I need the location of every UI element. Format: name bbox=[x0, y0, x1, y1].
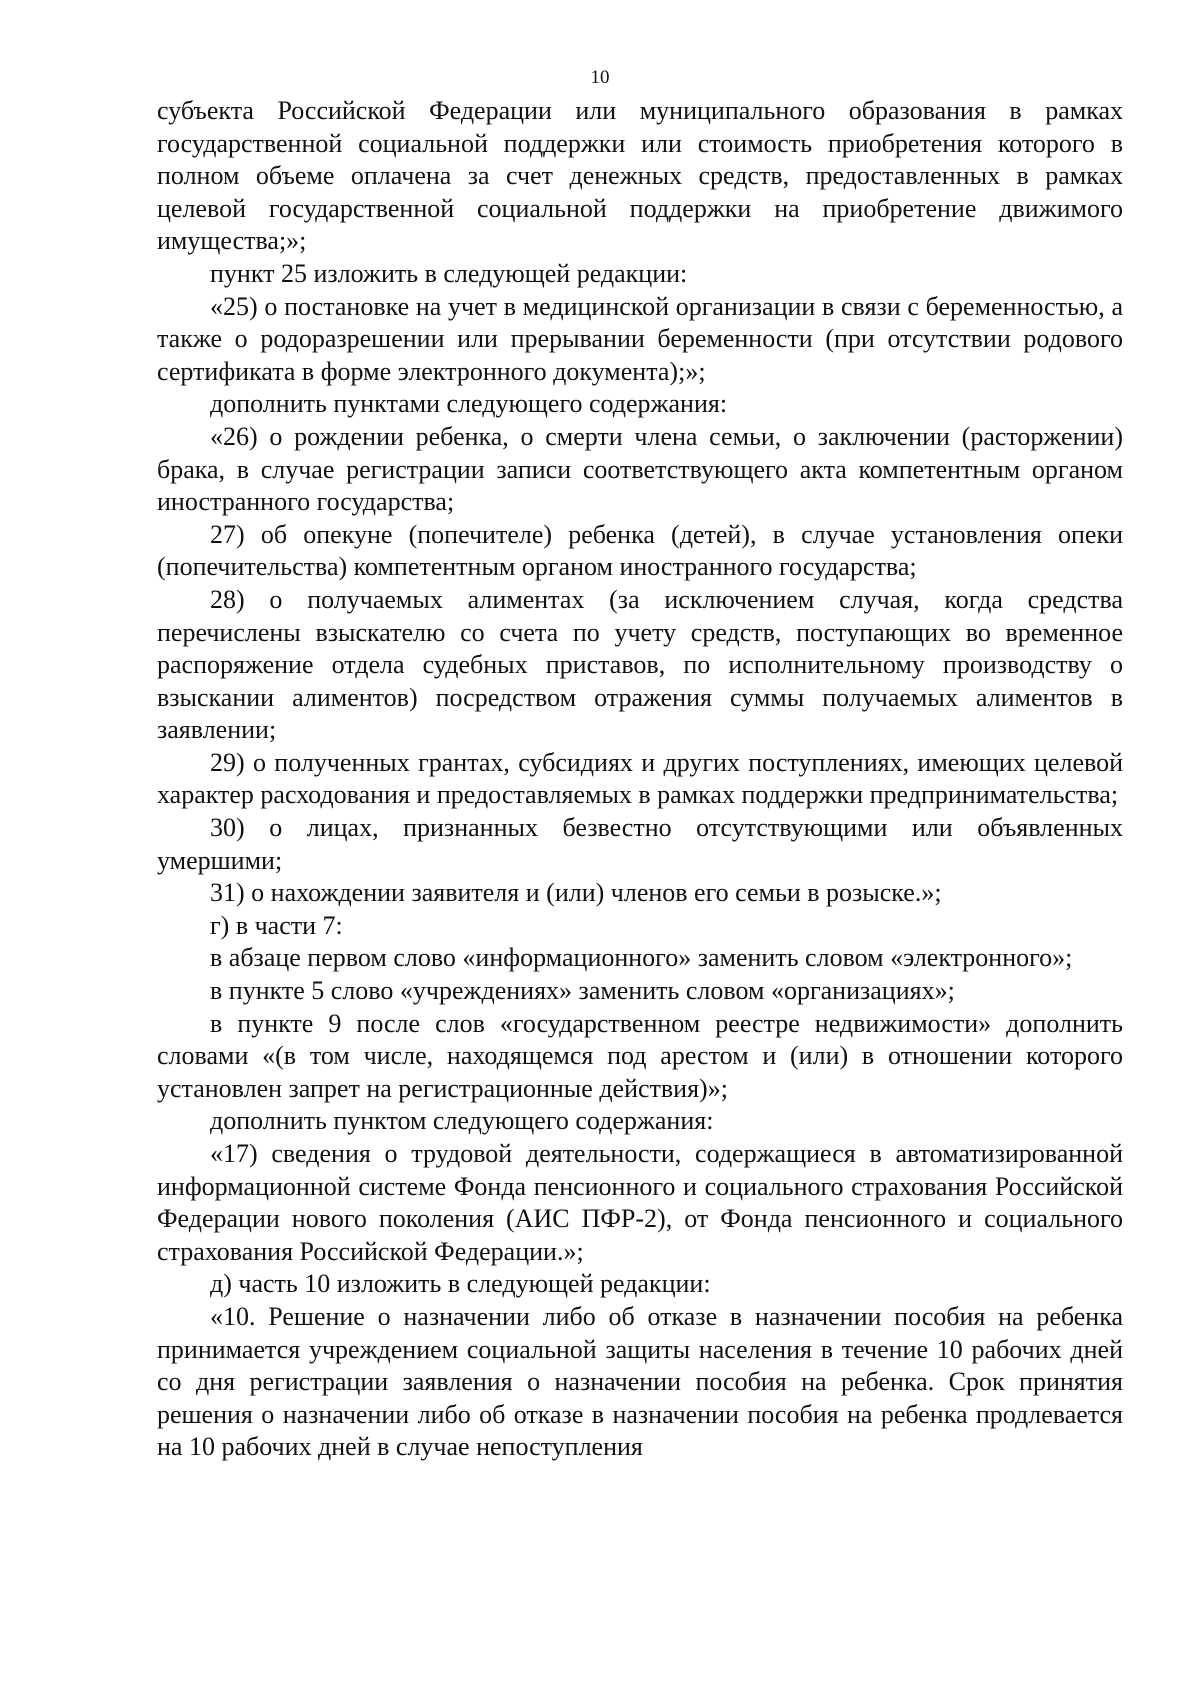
paragraph: субъекта Российской Федерации или муниципального образования в рамках государственной социальной поддержки или стоимость приобретения которого в полном объеме оплачена за счет денежных средств, предоставленных в рамках целевой государственной социальной поддержки на приобретение движимого имущества;»; bbox=[157, 96, 1123, 256]
paragraph: в абзаце первом слово «информационного» заменить словом «электронного»; bbox=[210, 943, 1073, 973]
paragraph: дополнить пунктом следующего содержания: bbox=[210, 1106, 714, 1136]
paragraph: 29) о полученных грантах, субсидиях и других поступлениях, имеющих целевой характер расходования и предоставляемых в рамках поддержки предпринимательства; bbox=[157, 747, 1123, 810]
paragraph: в пункте 5 слово «учреждениях» заменить словом «организациях»; bbox=[210, 976, 955, 1006]
paragraph: д) часть 10 изложить в следующей редакции: bbox=[210, 1269, 711, 1299]
paragraph: в пункте 9 после слов «государственном реестре недвижимости» дополнить словами «(в том числе, находящемся под арестом и (или) в отношении которого установлен запрет на регистрационные действия)»; bbox=[157, 1008, 1123, 1103]
page-number: 10 bbox=[590, 67, 610, 88]
paragraph: г) в части 7: bbox=[210, 910, 343, 940]
paragraph: 30) о лицах, признанных безвестно отсутствующими или объявленных умершими; bbox=[157, 813, 1123, 875]
paragraph: «10. Решение о назначении либо об отказе в назначении пособия на ребенка принимается учреждением социальной защиты населения в течение 10 рабочих дней со дня регистрации заявления о назначении пособия на ребенка. Срок принятия решения о назначении либо об отказе в назначении пособия на ребенка продлевается на 10 рабочих дней в случае непоступления bbox=[157, 1301, 1123, 1462]
document-body bbox=[157, 95, 1123, 1464]
paragraph: «25) о постановке на учет в медицинской организации в связи с беременностью, а также о родоразрешении или прерывании беременности (при отсутствии родового сертификата в форме электронного документа);»; bbox=[157, 291, 1123, 386]
paragraph: «26) о рождении ребенка, о смерти члена семьи, о заключении (расторжении) брака, в случае регистрации записи соответствующего акта компетентным органом иностранного государства; bbox=[157, 421, 1123, 517]
paragraph: 31) о нахождении заявителя и (или) членов его семьи в розыске.»; bbox=[210, 878, 942, 908]
paragraph: пункт 25 изложить в следующей редакции: bbox=[210, 258, 688, 288]
paragraph: дополнить пунктами следующего содержания: bbox=[210, 389, 728, 419]
paragraph: «17) сведения о трудовой деятельности, содержащиеся в автоматизированной информационной системе Фонда пенсионного и социального страхования Российской Федерации нового поколения (АИС ПФР-2), от Фонда пенсионного и социального страхования Российской Федерации.»; bbox=[157, 1139, 1123, 1266]
paragraph: 28) о получаемых алиментах (за исключением случая, когда средства перечислены взыскателю со счета по учету средств, поступающих во временное распоряжение отдела судебных приставов, по исполнительному производству о взыскании алиментов) посредством отражения суммы получаемых алиментов в заявлении; bbox=[157, 584, 1123, 745]
paragraph: 27) об опекуне (попечителе) ребенка (детей), в случае установления опеки (попечительства) компетентным органом иностранного государства; bbox=[157, 519, 1123, 582]
